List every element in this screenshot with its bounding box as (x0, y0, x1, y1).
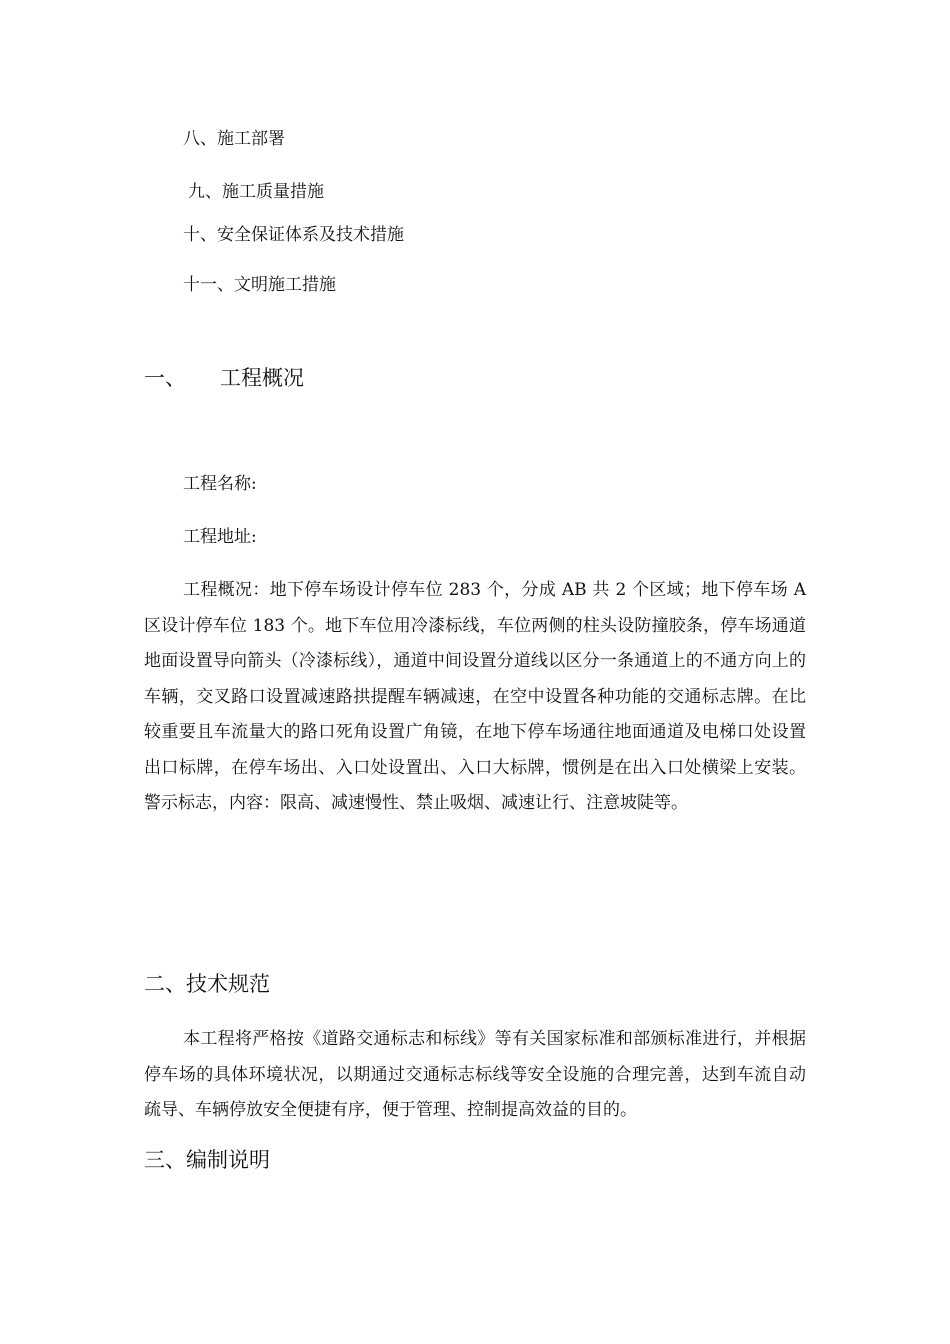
toc-item-9: 九、施工质量措施 (188, 182, 324, 202)
toc-item-10: 十、安全保证体系及技术措施 (183, 225, 404, 245)
section-1-title: 工程概况 (220, 366, 304, 390)
section-3-heading: 三、编制说明 (144, 1148, 270, 1172)
project-overview-paragraph: 工程概况：地下停车场设计停车位 283 个，分成 AB 共 2 个区域；地下停车场 A 区设计停车位 183 个。地下车位用冷漆标线，车位两侧的柱头设防撞胶条，停车场通道地面设置导向箭头（冷漆标线），通道中间设置分道线以区分一条通道上的不通方向上的车辆，交叉路口设置减速路拱提醒车辆减速，在空中设置各种功能的交通标志牌。在比较重要且车流量大的路口死角设置广角镜，在地下停车场通往地面通道及电梯口处设置出口标牌，在停车场出、入口处设置出、入口大标牌，惯例是在出入口处横梁上安装。警示标志，内容：限高、减速慢性、禁止吸烟、减速让行、注意坡陡等。 (144, 580, 806, 813)
toc-item-11: 十一、文明施工措施 (183, 275, 336, 295)
section-1-heading (144, 364, 304, 392)
section-2-heading: 二、技术规范 (144, 972, 270, 996)
project-name-label: 工程名称: (183, 474, 257, 494)
project-address-label: 工程地址: (183, 527, 257, 547)
toc-item-8: 八、施工部署 (183, 129, 285, 149)
section-1-number: 一、 (144, 366, 186, 390)
technical-specification-paragraph: 本工程将严格按《道路交通标志和标线》等有关国家标准和部颁标准进行，并根据停车场的具体环境状况，以期通过交通标志标线等安全设施的合理完善，达到车流自动疏导、车辆停放安全便捷有序，便于管理、控制提高效益的目的。 (144, 1029, 806, 1120)
